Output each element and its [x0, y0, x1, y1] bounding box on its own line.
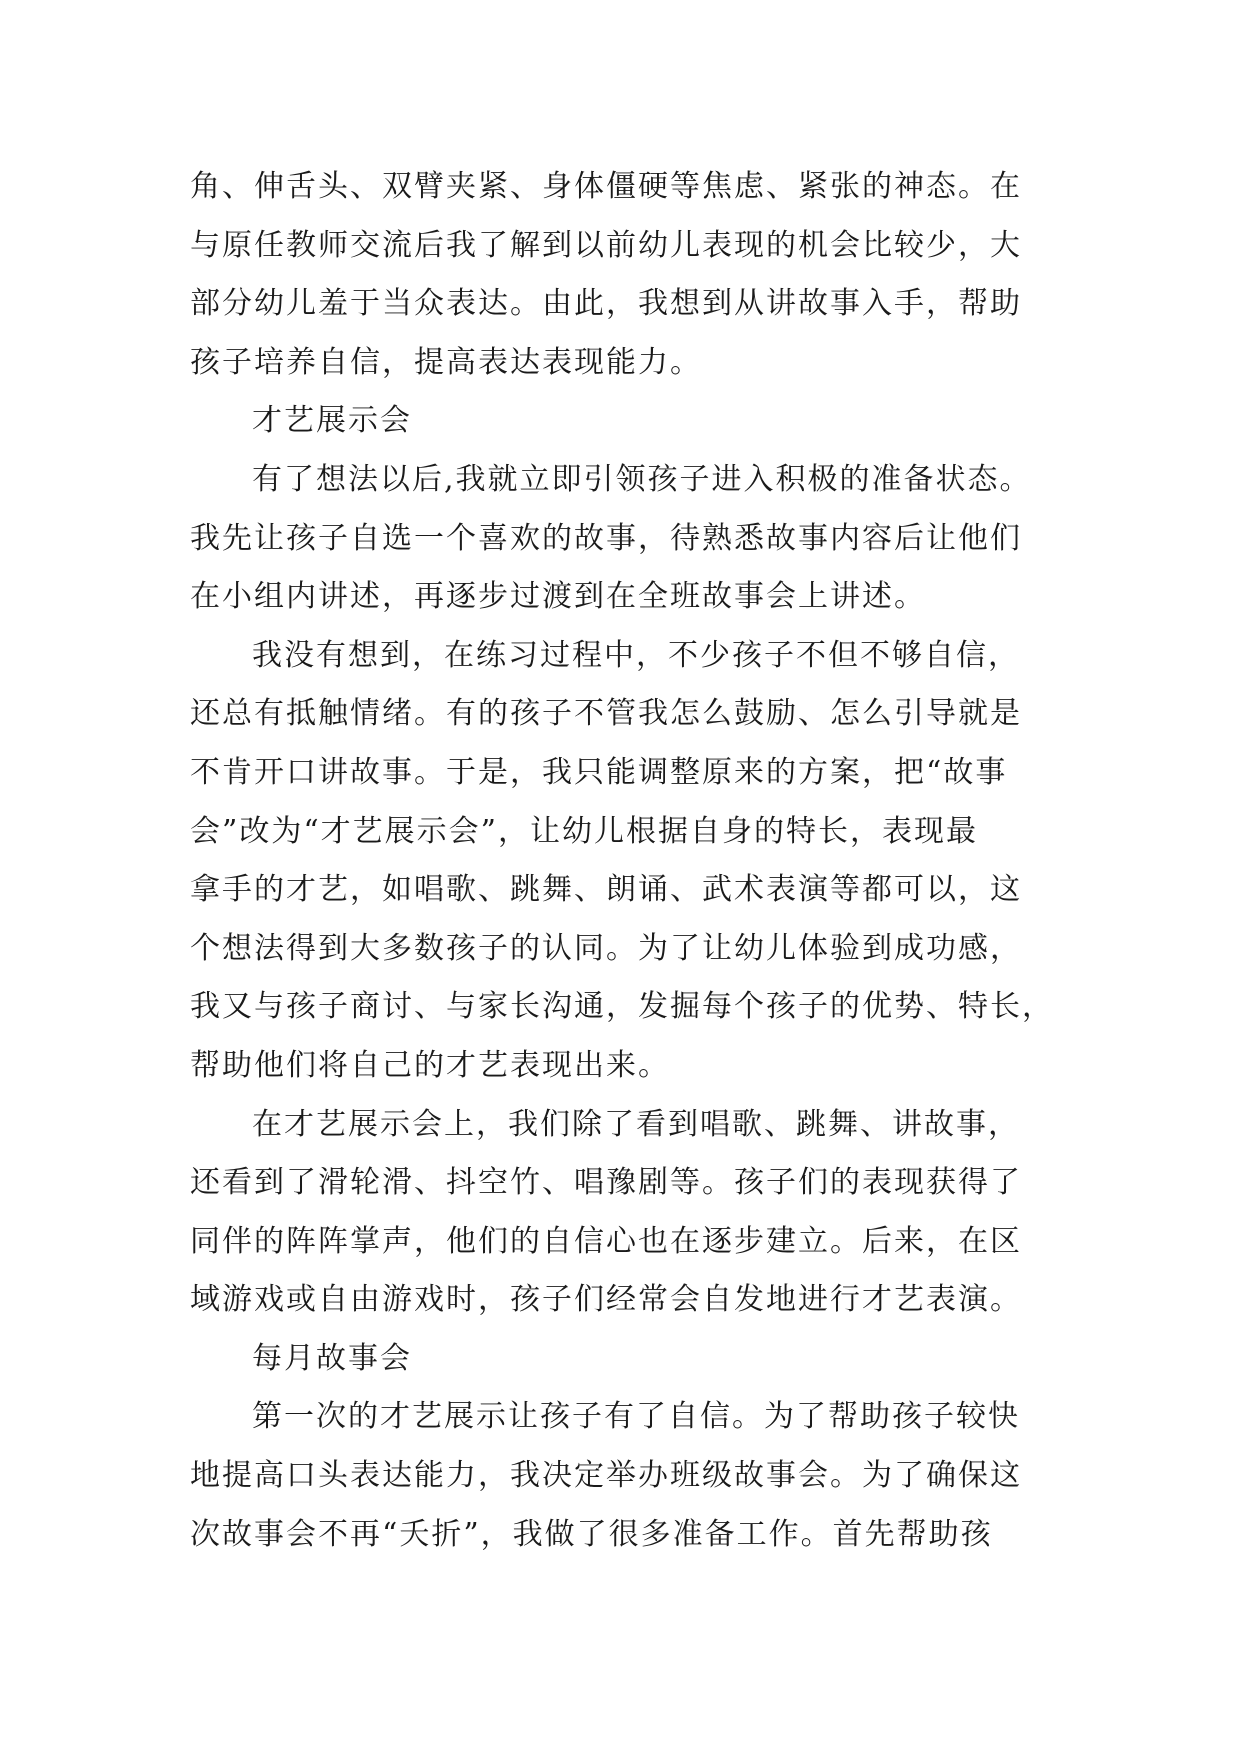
text-line: 拿手的才艺，如唱歌、跳舞、朗诵、武术表演等都可以，这 [190, 872, 1022, 908]
text-line: 在小组内讲述，再逐步过渡到在全班故事会上讲述。 [190, 579, 926, 615]
text-line: 次故事会不再“夭折”，我做了很多准备工作。首先帮助孩 [190, 1516, 993, 1552]
text-line: 不肯开口讲故事。于是，我只能调整原来的方案，把“故事 [190, 754, 1008, 790]
paragraph-first-line: 我没有想到，在练习过程中，不少孩子不但不够自信， [252, 637, 1020, 673]
text-line: 还总有抵触情绪。有的孩子不管我怎么鼓励、怎么引导就是 [190, 696, 1022, 732]
text-line: 同伴的阵阵掌声，他们的自信心也在逐步建立。后来，在区 [190, 1223, 1022, 1259]
text-line: 孩子培养自信，提高表达表现能力。 [190, 344, 702, 380]
text-line: 域游戏或自由游戏时，孩子们经常会自发地进行才艺表演。 [190, 1282, 1022, 1318]
text-line: 地提高口头表达能力，我决定举办班级故事会。为了确保这 [190, 1458, 1022, 1494]
paragraph-first-line: 在才艺展示会上，我们除了看到唱歌、跳舞、讲故事， [252, 1106, 1020, 1142]
text-line: 个想法得到大多数孩子的认同。为了让幼儿体验到成功感， [190, 930, 1022, 966]
text-line: 帮助他们将自己的才艺表现出来。 [190, 1047, 670, 1083]
text-line: 我先让孩子自选一个喜欢的故事，待熟悉故事内容后让他们 [190, 520, 1022, 556]
section-heading-talent-show: 才艺展示会 [252, 403, 412, 439]
text-line: 角、伸舌头、双臂夹紧、身体僵硬等焦虑、紧张的神态。在 [190, 169, 1022, 204]
document-body [190, 158, 1060, 1564]
text-line: 部分幼儿羞于当众表达。由此，我想到从讲故事入手，帮助 [190, 286, 1022, 322]
section-heading-monthly-story: 每月故事会 [252, 1340, 412, 1376]
text-line: 与原任教师交流后我了解到以前幼儿表现的机会比较少，大 [190, 227, 1022, 263]
paragraph-first-line: 第一次的才艺展示让孩子有了自信。为了帮助孩子较快 [252, 1399, 1020, 1435]
text-line: 还看到了滑轮滑、抖空竹、唱豫剧等。孩子们的表现获得了 [190, 1165, 1022, 1201]
paragraph-first-line: 有了想法以后,我就立即引领孩子进入积极的准备状态。 [252, 461, 1032, 497]
text-line: 会”改为“才艺展示会”，让幼儿根据自身的特长，表现最 [190, 813, 979, 849]
text-line: 我又与孩子商讨、与家长沟通，发掘每个孩子的优势、特长， [190, 989, 1054, 1025]
